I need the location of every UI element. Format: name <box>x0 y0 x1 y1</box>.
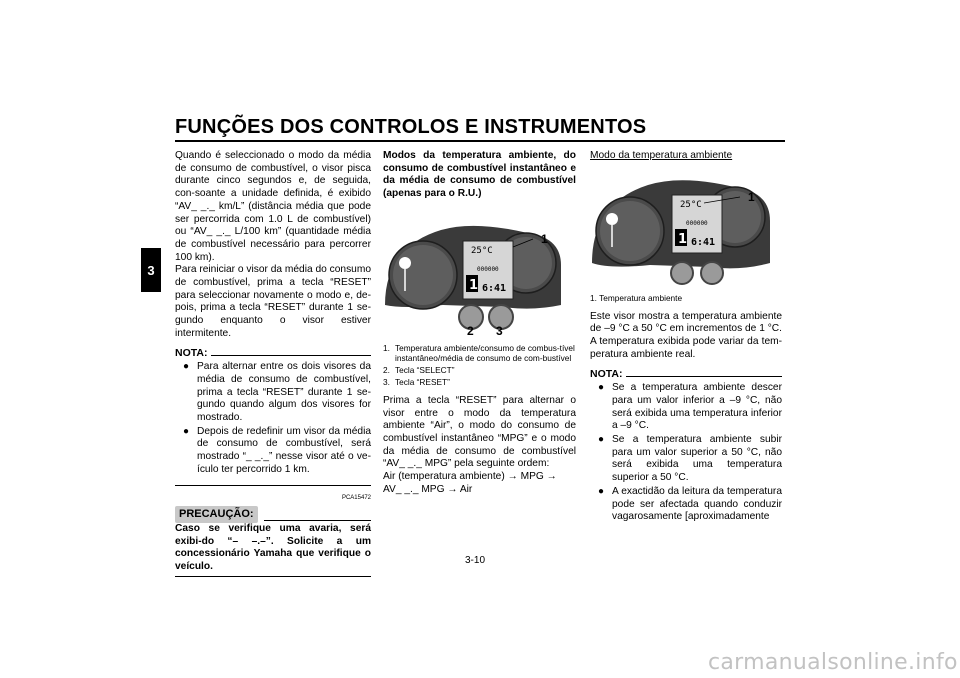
paragraph: Quando é seleccionado o modo da média de consumo de combustível, o visor pisca durante cinco segundos e, de seguida, con-soante a unidade definida, é exibido “AV_ _._ km/L” (distância média que pode ser percorrida com 1.0 L de combustível) ou “AV_ _._ L/100 km” (quantidade média de combustível necessário para percorrer 100 km). <box>175 150 371 263</box>
caption-item: 2. Tecla “SELECT” <box>383 364 455 375</box>
section-heading: Modo da temperatura ambiente <box>590 150 733 161</box>
reference-code: PCA15472 <box>341 494 371 501</box>
lcd-temp: 25°C <box>471 245 493 256</box>
instrument-cluster-figure <box>383 205 576 335</box>
caution-rule <box>264 520 371 521</box>
lcd-gear: 1 <box>678 231 688 247</box>
divider <box>175 576 371 577</box>
caution-text: Caso se verifique uma avaria, será exibi-do “– –.–”. Solicite a um concessionário Yamaha que verifique o veículo. <box>175 522 371 573</box>
note-list <box>175 361 371 476</box>
note-label: NOTA: <box>175 346 208 359</box>
paragraph: Para reiniciar o visor da média do consumo de combustível, prima a tecla “RESET” para seleccionar novamente o modo e, de-pois, prima a tecla “RESET” durante 1 se-gundo enquanto o visor estiver intermitente. <box>175 264 371 339</box>
list-item: ● Se a temperatura ambiente subir para um valor superior a 50 °C, não será exibida uma temperatura superior a 50 °C. <box>612 434 782 485</box>
caution-heading <box>175 506 371 523</box>
figure-captions <box>383 343 576 387</box>
note-heading <box>590 368 782 381</box>
divider <box>175 485 371 486</box>
note-heading <box>175 347 371 360</box>
page-number: 3-10 <box>465 555 486 566</box>
lcd-gear: 1 <box>469 277 479 293</box>
column-2 <box>383 150 576 496</box>
paragraph: Este visor mostra a temperatura ambiente de –9 °C a 50 °C em incrementos de 1 °C. A temperatura exibida pode variar da tem-peratura ambiente real. <box>590 310 782 360</box>
callout-3: 3 <box>496 323 503 335</box>
paragraph: Prima a tecla “RESET” para alternar o visor entre o modo da temperatura ambiente “Air”, o modo do consumo de combustível instantâneo “MPG” e o modo da média de consumo de combustível “AV_ _._ MPG” pela seguinte ordem: <box>383 394 576 470</box>
note-rule <box>211 354 371 356</box>
instrument-cluster-figure <box>590 167 782 287</box>
caption-item: 3. Tecla “RESET” <box>383 376 450 387</box>
section-heading: Modos da temperatura ambiente, do consumo de combustível instantâneo e da média de consumo de combustível (apenas para o R.U.) <box>383 150 576 200</box>
lcd-clock: 6:41 <box>482 282 507 294</box>
note-rule <box>626 375 782 377</box>
page-header: FUNÇÕES DOS CONTROLOS E INSTRUMENTOS <box>175 116 647 138</box>
paragraph: Air (temperatura ambiente) → MPG → AV_ _._ MPG → Air <box>383 471 557 495</box>
caution-label: PRECAUÇÃO: <box>175 506 258 523</box>
column-3 <box>590 150 782 525</box>
lcd-odometer: 000000 <box>477 265 499 273</box>
tachometer-face <box>393 245 453 305</box>
lcd-temp: 25°C <box>680 199 702 210</box>
reset-button[interactable] <box>701 262 723 284</box>
note-list <box>590 382 782 524</box>
list-item: ● Depois de redefinir um visor da média de consumo de combustível, será mostrado “_ _._” nesse visor até o ve-ículo ter percorrido 1 km. <box>197 426 371 477</box>
figure-caption: 1. Temperatura ambiente <box>590 292 683 303</box>
watermark: carmanualsonline.info <box>708 650 958 675</box>
callout-2: 2 <box>467 323 474 335</box>
column-1 <box>175 150 371 577</box>
list-item: ● Para alternar entre os dois visores da média de consumo de combustível, prima a tecla “RESET” durante 1 se-gundo quando algum dos visores for mostrado. <box>197 361 371 425</box>
chapter-tab: 3 <box>141 248 161 292</box>
list-item: ● A exactidão da leitura da temperatura pode ser afectada quando conduzir vagarosamente [aproximadamente <box>612 486 782 524</box>
header-rule <box>175 140 785 142</box>
select-button[interactable] <box>671 262 693 284</box>
callout-1: 1 <box>748 189 755 204</box>
note-label: NOTA: <box>590 367 623 380</box>
list-item: ● Se a temperatura ambiente descer para um valor inferior a –9 °C, não será exibida uma temperatura inferior a –9 °C. <box>612 382 782 433</box>
caption-item: 1. Temperatura ambiente/consumo de combus-tível instantâneo/média de consumo de com-bustível <box>383 342 575 363</box>
lcd-clock: 6:41 <box>691 236 716 248</box>
lcd-odometer: 000000 <box>686 219 708 227</box>
callout-1: 1 <box>541 231 548 246</box>
